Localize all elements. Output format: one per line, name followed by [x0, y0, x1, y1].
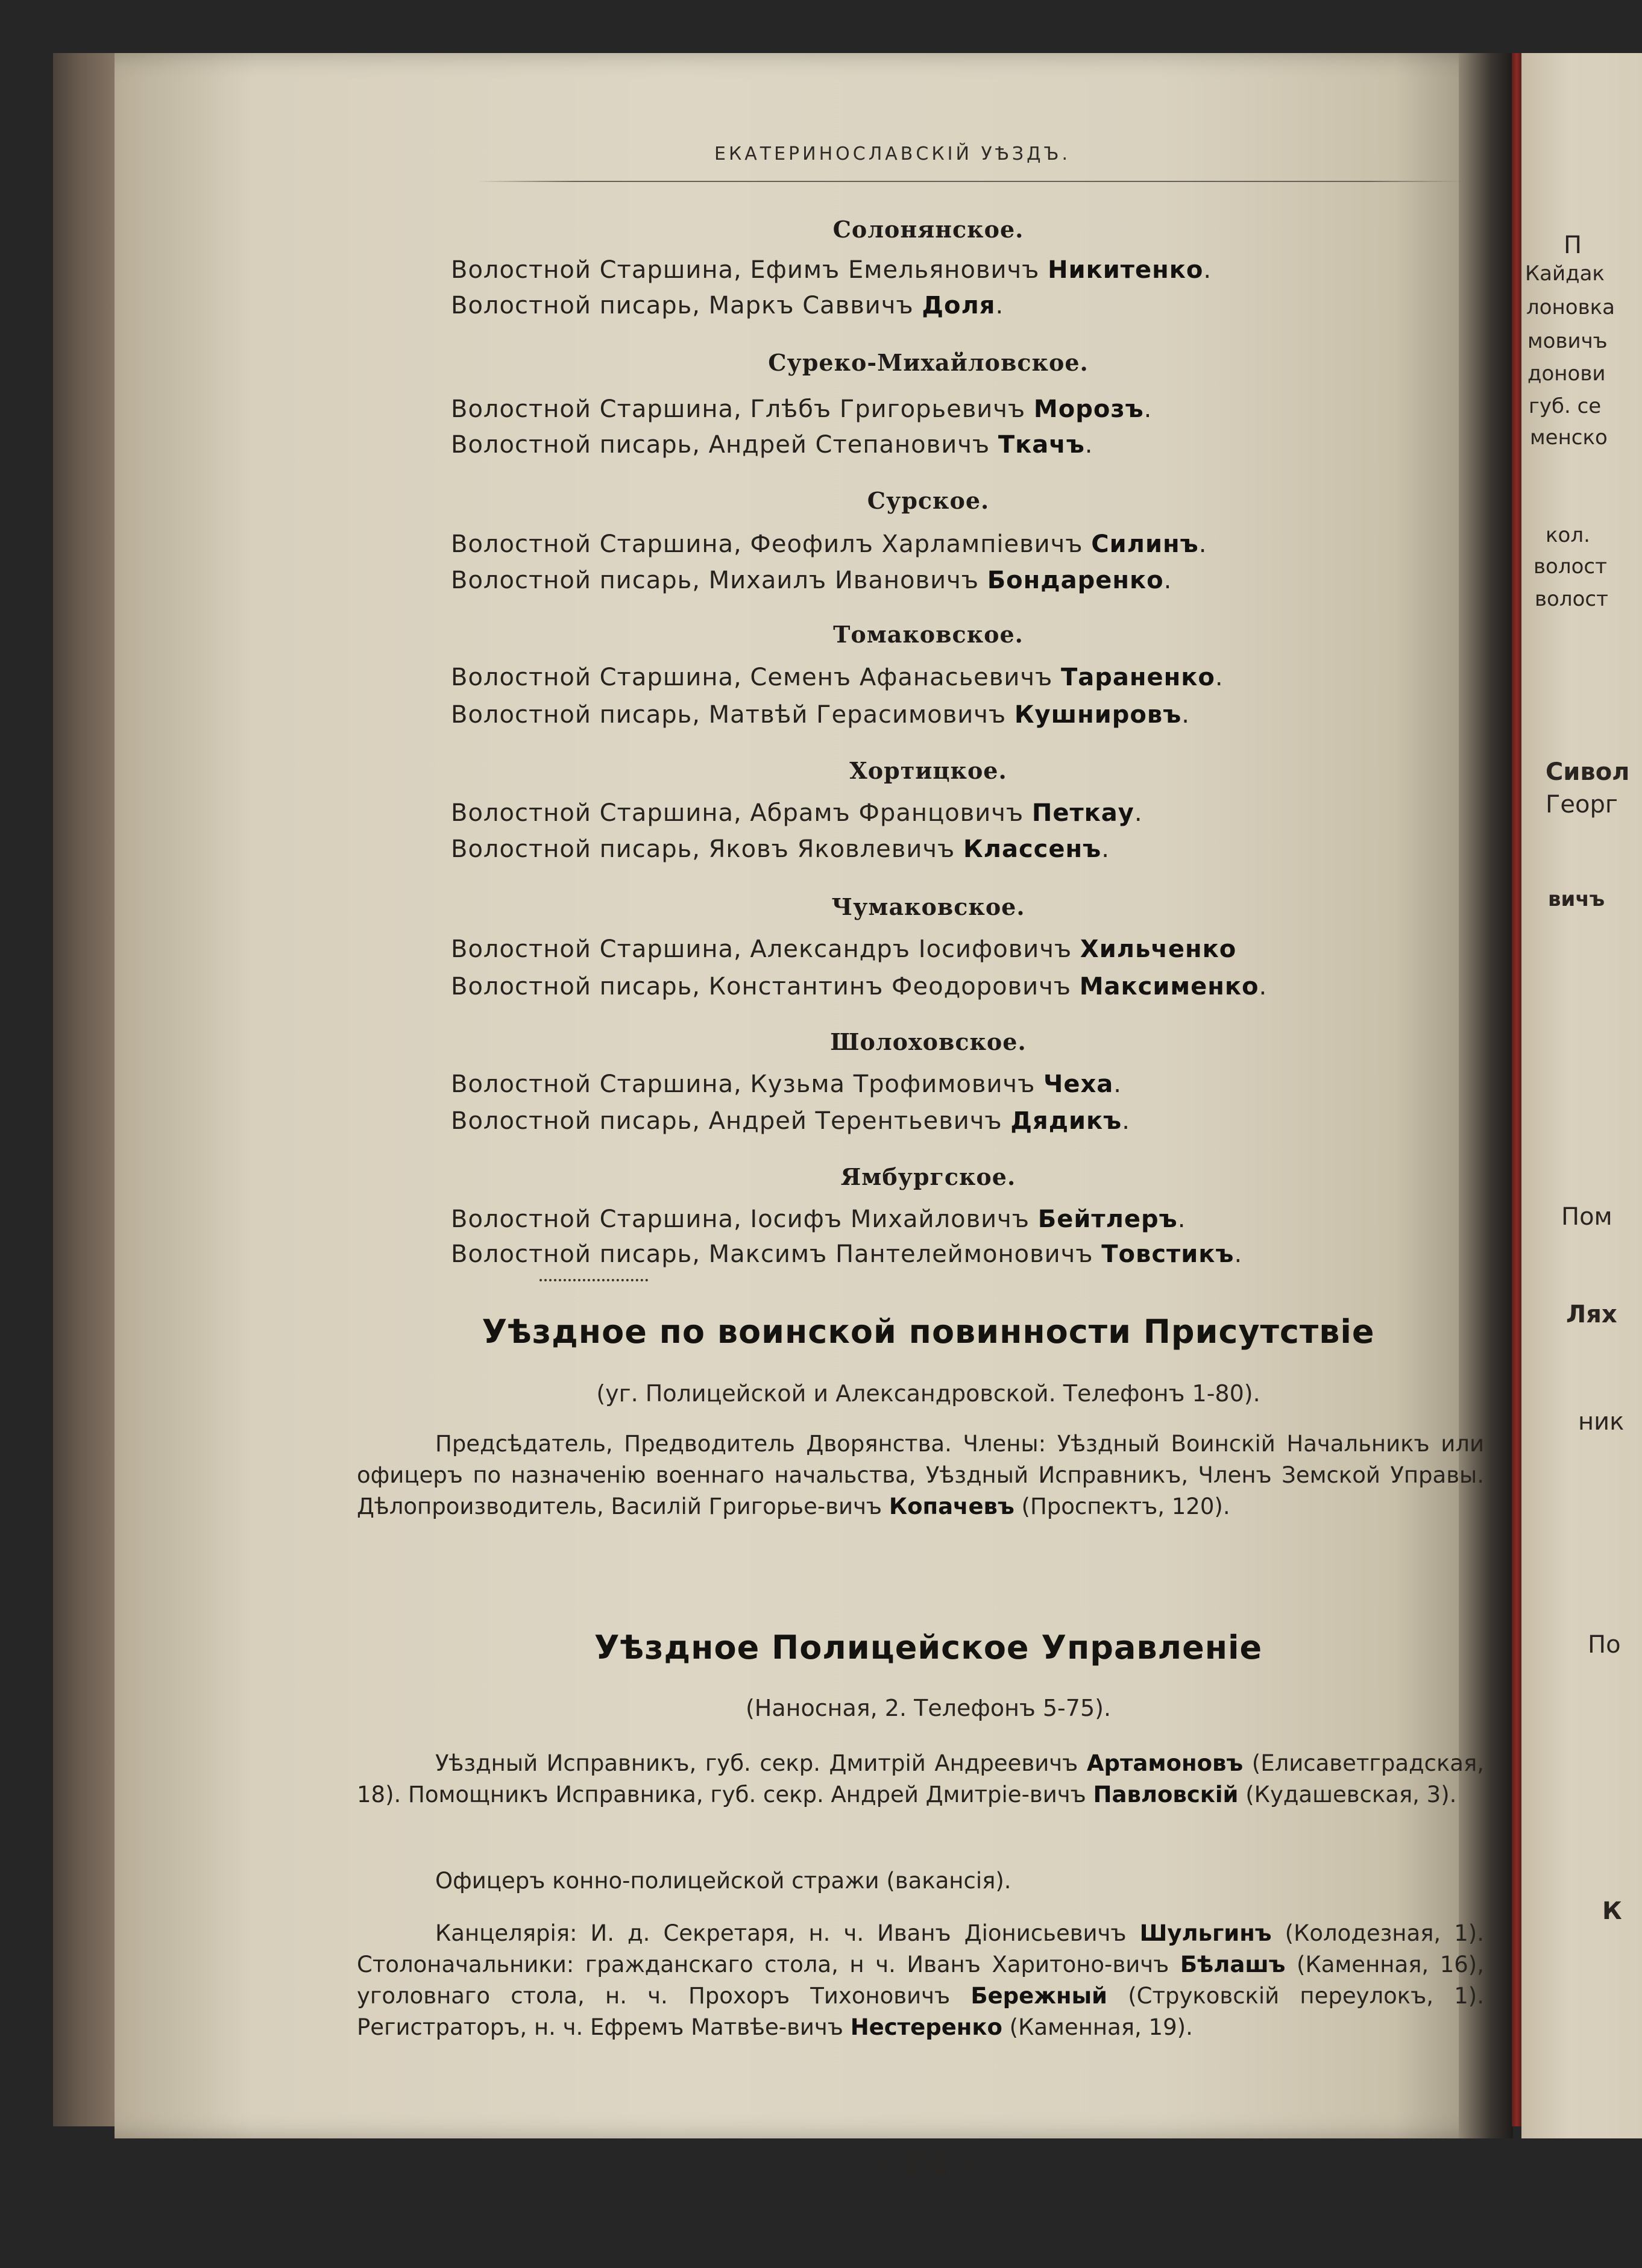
surname: Бейтлеръ [1037, 1205, 1178, 1233]
next-page-text: вичъ [1548, 887, 1605, 911]
police-paragraph-1: Уѣздный Исправникъ, губ. секр. Дмитрій Андреевичъ Артамоновъ (Елисаветградская, 18). Помощникъ Исправника, губ. секр. Андрей Дмитріе-вичъ Павловскій (Кудашевская, 3). [357, 1750, 1484, 1808]
police-heading: Уѣздное Полицейское Управленіе [594, 1629, 1263, 1666]
police-paragraph-2: Офицеръ конно-полицейской стражи (вакансія). [435, 1868, 1011, 1894]
volost-title: Суреко-Михайловское. [768, 349, 1089, 376]
next-page-text: Лях [1566, 1301, 1617, 1328]
volost-title: Шолоховское. [830, 1028, 1027, 1055]
next-page-text: кол. [1546, 523, 1590, 547]
volost-title: Сурское. [867, 487, 990, 514]
pisar-line: Волостной писарь, Маркъ Саввичъ Доля. [451, 292, 1004, 319]
surname: Морозъ [1033, 395, 1144, 423]
surname: Бѣлашъ [1180, 1952, 1286, 1977]
header-rule [476, 181, 1465, 182]
surname: Нестеренко [850, 2014, 1002, 2040]
surname: Артамоновъ [1086, 1750, 1244, 1776]
voinsk-heading: Уѣздное по воинской повинности Присутствіе [482, 1313, 1375, 1351]
voinsk-address: (уг. Полицейской и Александровской. Телефонъ 1-80). [596, 1380, 1260, 1407]
surname: Товстикъ [1101, 1240, 1235, 1268]
starshina-line: Волостной Старшина, Александръ Іосифовичъ Хильченко [451, 935, 1237, 963]
pisar-line: Волостной писарь, Максимъ Пантелеймоновичъ Товстикъ. [451, 1240, 1243, 1268]
starshina-line: Волостной Старшина, Іосифъ Михайловичъ Бейтлеръ. [451, 1205, 1186, 1233]
section-divider [539, 1279, 648, 1285]
pisar-line: Волостной писарь, Андрей Терентьевичъ Дядикъ. [451, 1107, 1130, 1135]
next-page-text: ник [1578, 1408, 1625, 1436]
starshina-line: Волостной Старшина, Семенъ Афанасьевичъ Тараненко. [451, 664, 1224, 691]
next-page-text: менско [1530, 426, 1608, 450]
next-page-text: П [1564, 231, 1582, 259]
surname: Петкау [1031, 799, 1134, 827]
starshina-line: Волостной Старшина, Кузьма Трофимовичъ Чеха. [451, 1070, 1122, 1098]
surname: Тараненко [1060, 664, 1215, 691]
surname: Доля [922, 292, 996, 319]
surname: Хильченко [1080, 935, 1237, 963]
surname: Бондаренко [987, 567, 1164, 594]
page-number: — 252 — [867, 2150, 983, 2180]
police-address: (Наносная, 2. Телефонъ 5-75). [745, 1695, 1112, 1721]
next-page-text: волост [1535, 587, 1608, 611]
surname: Павловскій [1093, 1782, 1239, 1808]
next-page-text: К [1602, 1897, 1622, 1925]
surname: Ткачъ [998, 431, 1085, 459]
next-page-text: Георг [1546, 791, 1618, 818]
next-page-text: мовичъ [1527, 329, 1608, 353]
pisar-line: Волостной писарь, Андрей Степановичъ Ткачъ. [451, 431, 1093, 459]
volost-title: Чумаковское. [831, 893, 1025, 920]
starshina-line: Волостной Старшина, Абрамъ Францовичъ Петкау. [451, 799, 1143, 827]
volost-title: Хортицкое. [849, 757, 1007, 784]
surname: Шульгинъ [1139, 1920, 1272, 1946]
running-head: ЕКАТЕРИНОСЛАВСКІЙ УѢЗДЪ. [714, 143, 1071, 165]
surname: Копачевъ [889, 1494, 1014, 1519]
starshina-line: Волостной Старшина, Глѣбъ Григорьевичъ Морозъ. [451, 395, 1153, 423]
surname: Никитенко [1048, 256, 1204, 284]
next-page-text: донови [1527, 362, 1606, 386]
next-page-text: Кайдак [1525, 262, 1605, 286]
next-page-text: Пом [1561, 1203, 1612, 1231]
next-page-text: губ. се [1529, 394, 1602, 418]
volost-title: Ямбургское. [840, 1163, 1016, 1190]
voinsk-paragraph: Предсѣдатель, Предводитель Дворянства. Члены: Уѣздный Воинскій Начальникъ или офицеръ по назначенію военнаго начальства, Уѣздный Исправникъ, Членъ Земской Управы. Дѣлопроизводитель, Василій Григорье-вичъ Копачевъ (Проспектъ, 120). [357, 1431, 1484, 1519]
next-page-text: волост [1533, 554, 1607, 579]
volost-title: Солонянское. [832, 216, 1024, 243]
next-page-text: лоновка [1526, 295, 1615, 319]
surname: Классенъ [963, 835, 1102, 863]
police-paragraph-3: Канцелярія: И. д. Секретаря, н. ч. Иванъ Діонисьевичъ Шульгинъ (Колодезная, 1). Столоначальники: гражданскаго стола, н ч. Иванъ Харитоно-вичъ Бѣлашъ (Каменная, 16), уголовнаго стола, н. ч. Прохоръ Тихоновичъ Бережный (Струковскій переулокъ, 1). Регистраторъ, н. ч. Ефремъ Матвѣе-вичъ Нестеренко (Каменная, 19). [357, 1920, 1485, 2040]
pisar-line: Волостной писарь, Яковъ Яковлевичъ Классенъ. [451, 835, 1110, 863]
volost-title: Томаковское. [833, 621, 1024, 648]
pisar-line: Волостной писарь, Константинъ Феодоровичъ Максименко. [451, 973, 1268, 1000]
surname: Максименко [1079, 973, 1259, 1000]
next-page-text: По [1588, 1631, 1621, 1659]
surname: Чеха [1043, 1070, 1114, 1098]
surname: Силинъ [1091, 530, 1199, 558]
pisar-line: Волостной писарь, Михаилъ Ивановичъ Бондаренко. [451, 567, 1172, 594]
starshina-line: Волостной Старшина, Феофилъ Харлампіевичъ Силинъ. [451, 530, 1207, 558]
surname: Бережный [970, 1983, 1107, 2009]
surname: Кушнировъ [1014, 701, 1182, 729]
starshina-line: Волостной Старшина, Ефимъ Емельяновичъ Никитенко. [451, 256, 1212, 284]
pisar-line: Волостной писарь, Матвѣй Герасимовичъ Кушнировъ. [451, 701, 1190, 729]
next-page-text: Сивол [1546, 758, 1630, 786]
surname: Дядикъ [1010, 1107, 1122, 1135]
